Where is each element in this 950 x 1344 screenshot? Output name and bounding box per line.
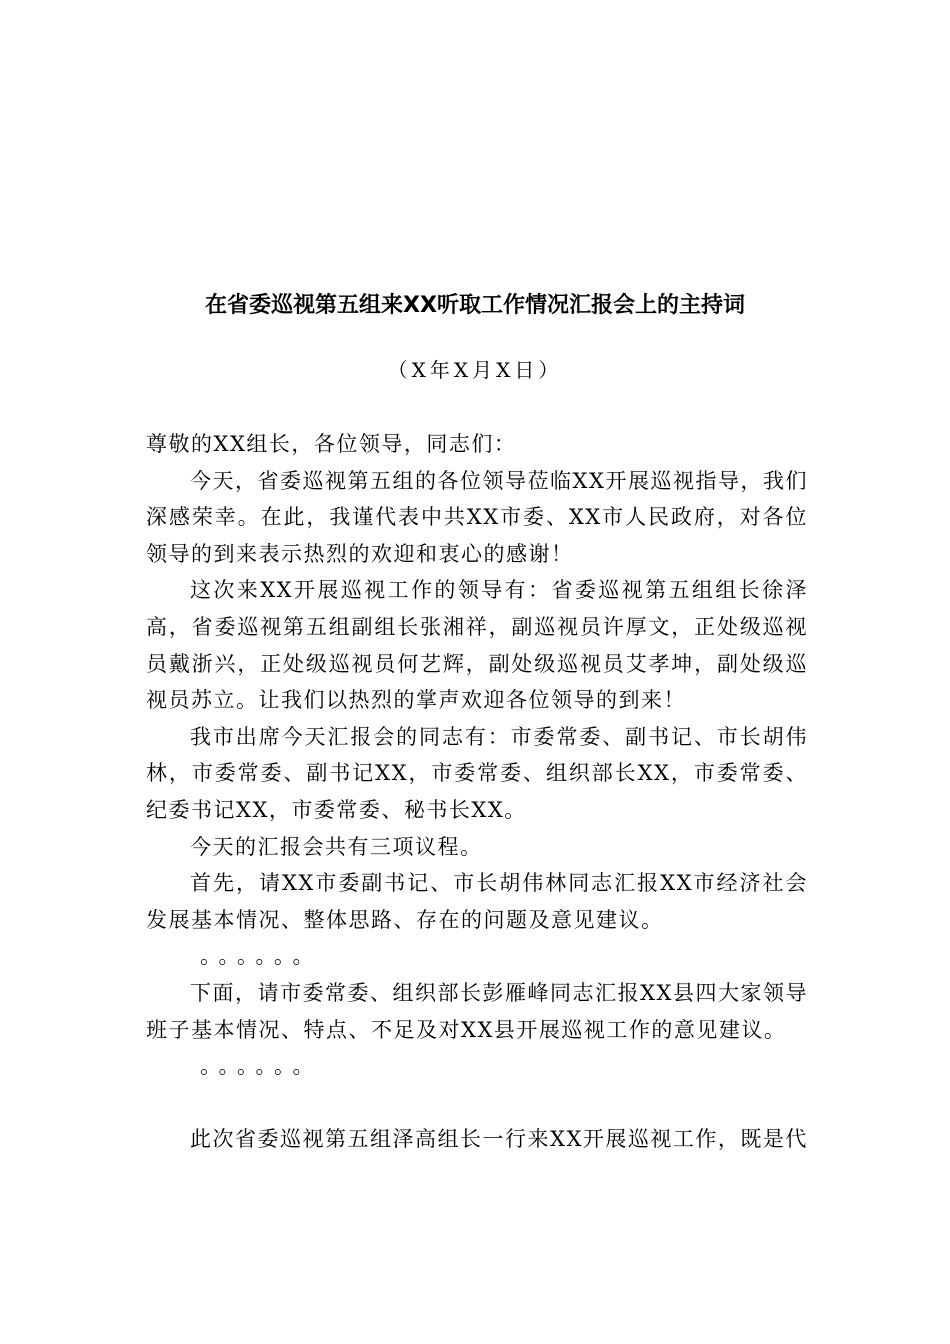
document-title: 在省委巡视第五组来XX听取工作情况汇报会上的主持词 bbox=[205, 293, 745, 318]
paragraph: 今天，省委巡视第五组的各位领导莅临XX开展巡视指导，我们深感荣幸。在此，我谨代表中共XX市委、XX市人民政府，对各位领导的到来表示热烈的欢迎和衷心的感谢！ bbox=[146, 468, 808, 566]
document-date: （X年X月X日） bbox=[387, 358, 563, 382]
paragraph: 我市出席今天汇报会的同志有：市委常委、副书记、市长胡伟林，市委常委、副书记XX，市委常委、组织部长XX，市委常委、纪委书记XX，市委常委、秘书长XX。 bbox=[146, 724, 808, 822]
paragraph: 这次来XX开展巡视工作的领导有：省委巡视第五组组长徐泽高，省委巡视第五组副组长张湘祥，副巡视员许厚文，正处级巡视员戴浙兴，正处级巡视员何艺辉，副处级巡视员艾孝坤，副处级巡视员苏立。让我们以热烈的掌声欢迎各位领导的到来！ bbox=[146, 578, 808, 713]
paragraph: 下面，请市委常委、组织部长彭雁峰同志汇报XX县四大家领导班子基本情况、特点、不足及对XX县开展巡视工作的意见建议。 bbox=[146, 980, 808, 1042]
ellipsis-line: 。。。。。。 bbox=[200, 1054, 322, 1079]
ellipsis-line: 。。。。。。 bbox=[200, 944, 322, 969]
document-body bbox=[146, 426, 808, 1157]
spacer bbox=[146, 1085, 808, 1121]
paragraph: 此次省委巡视第五组泽高组长一行来XX开展巡视工作，既是代 bbox=[190, 1126, 808, 1151]
paragraph: 今天的汇报会共有三项议程。 bbox=[190, 834, 483, 859]
paragraph: 首先，请XX市委副书记、市长胡伟林同志汇报XX市经济社会发展基本情况、整体思路、存在的问题及意见建议。 bbox=[146, 871, 808, 932]
salutation: 尊敬的XX组长，各位领导，同志们： bbox=[146, 432, 517, 456]
